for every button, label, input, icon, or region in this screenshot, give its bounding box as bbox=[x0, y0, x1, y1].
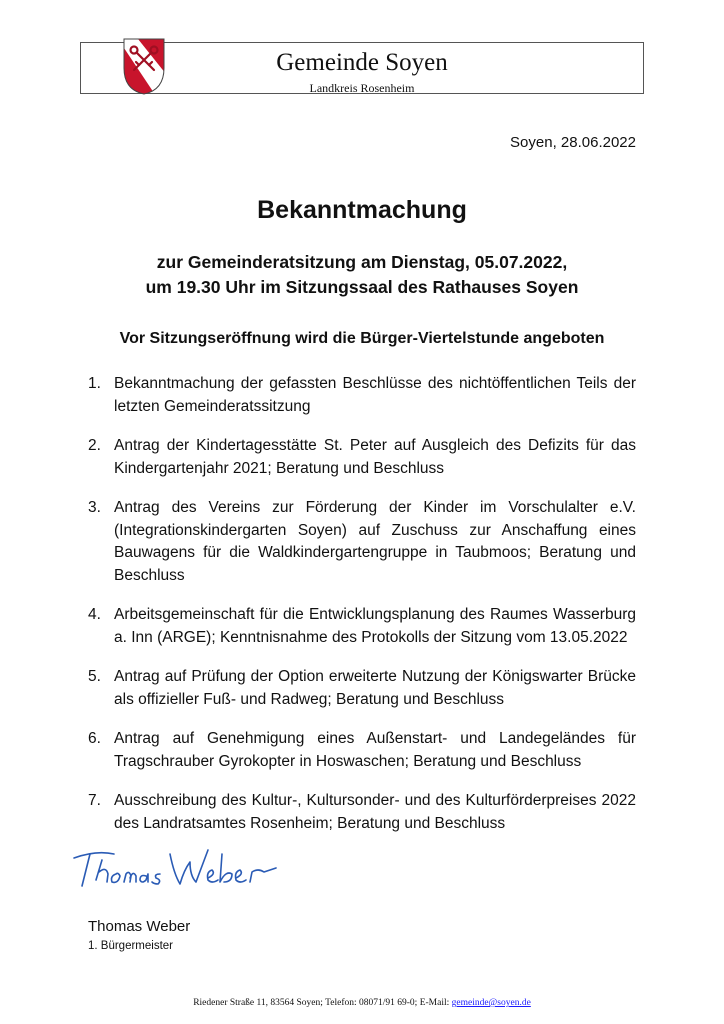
agenda-item bbox=[88, 790, 636, 835]
meeting-info bbox=[0, 250, 724, 300]
footer-contact bbox=[0, 997, 724, 1009]
agenda-item bbox=[88, 373, 636, 418]
agenda-item bbox=[88, 497, 636, 587]
agenda-list bbox=[88, 373, 636, 852]
agenda-item-number: 2. bbox=[88, 437, 101, 454]
agenda-item bbox=[88, 604, 636, 649]
signer-name: Thomas Weber bbox=[88, 918, 191, 935]
citizens-quarter-hour-note: Vor Sitzungseröffnung wird die Bürger-Viertelstunde angeboten bbox=[119, 330, 605, 347]
agenda-item-number: 1. bbox=[88, 375, 101, 392]
agenda-item-number: 3. bbox=[88, 499, 101, 516]
municipality-name: Gemeinde Soyen bbox=[276, 49, 448, 76]
coat-of-arms-icon bbox=[122, 36, 166, 96]
agenda-item-text: Antrag auf Prüfung der Option erweiterte Nutzung der Königswarter Brücke als offizieller Fuß- und Radweg; Beratung und Beschluss bbox=[114, 668, 636, 708]
footer-email-link[interactable]: gemeinde@soyen.de bbox=[451, 998, 531, 1008]
district-name: Landkreis Rosenheim bbox=[309, 81, 415, 95]
document-date: Soyen, 28.06.2022 bbox=[510, 134, 636, 151]
agenda-item-text: Antrag des Vereins zur Förderung der Kinder im Vorschulalter e.V. (Integrationskindergarten Soyen) auf Zuschuss zur Anschaffung eines Bauwagens für die Waldkindergartengruppe in Taubmoos; Beratung und Beschluss bbox=[114, 499, 636, 584]
signer-role: 1. Bürgermeister bbox=[88, 940, 174, 952]
agenda-item-text: Antrag auf Genehmigung eines Außenstart- und Landegeländes für Tragschrauber Gyrokopter in Hoswaschen; Beratung und Beschluss bbox=[114, 730, 636, 770]
meeting-info-line-1: zur Gemeinderatsitzung am Dienstag, 05.07.2022, bbox=[156, 252, 568, 272]
agenda-item bbox=[88, 666, 636, 711]
agenda-item bbox=[88, 435, 636, 480]
agenda-item-number: 7. bbox=[88, 792, 101, 809]
agenda-item-text: Antrag der Kindertagesstätte St. Peter auf Ausgleich des Defizits für das Kindergartenjahr 2021; Beratung und Beschluss bbox=[114, 437, 636, 477]
agenda-item-text: Arbeitsgemeinschaft für die Entwicklungsplanung des Raumes Wasserburg a. Inn (ARGE); Kenntnisnahme des Protokolls der Sitzung vom 13.05.2022 bbox=[114, 606, 636, 646]
meeting-info-line-2: um 19.30 Uhr im Sitzungssaal des Rathauses Soyen bbox=[145, 277, 579, 297]
agenda-item-number: 5. bbox=[88, 668, 101, 685]
agenda-item-text: Ausschreibung des Kultur-, Kultursonder- und des Kulturförderpreises 2022 des Landratsamtes Rosenheim; Beratung und Beschluss bbox=[114, 792, 636, 832]
agenda-item-number: 6. bbox=[88, 730, 101, 747]
agenda-item bbox=[88, 728, 636, 773]
footer-address: Riedener Straße 11, 83564 Soyen; Telefon: 08071/91 69-0; E-Mail: bbox=[193, 998, 452, 1008]
agenda-item-text: Bekanntmachung der gefassten Beschlüsse des nichtöffentlichen Teils der letzten Gemeinderatssitzung bbox=[114, 375, 636, 415]
agenda-item-number: 4. bbox=[88, 606, 101, 623]
handwritten-signature bbox=[66, 840, 284, 900]
document-title: Bekanntmachung bbox=[257, 196, 467, 224]
